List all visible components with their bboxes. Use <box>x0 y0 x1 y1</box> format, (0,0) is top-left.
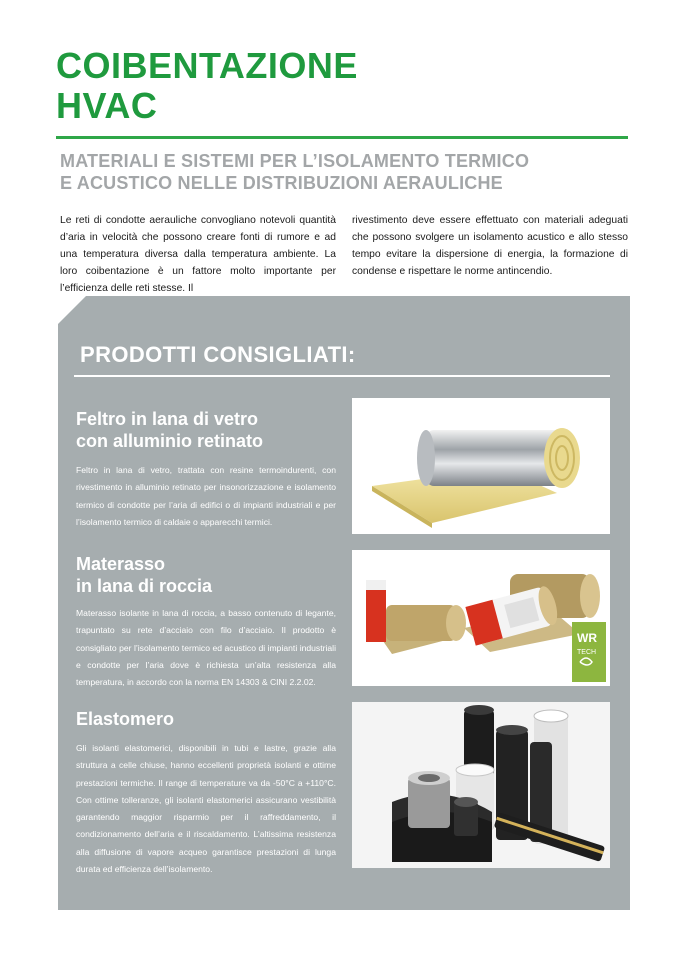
product-2-title-line2: in lana di roccia <box>76 576 213 596</box>
rock-wool-rolls-illustration <box>352 550 610 686</box>
page-subtitle-line1: MATERIALI E SISTEMI PER L’ISOLAMENTO TERMICO <box>60 151 530 171</box>
product-2-description: Materasso isolante in lana di roccia, a basso contenuto di legante, trapuntato su rete d’acciaio con filo d’acciaio. Il prodotto è consigliato per l’isolamento termico ed acustico di impianti industriali e condotte per l’aria dove è richiesta un’alta resistenza alla temperatura, in accordo con la norma EN 14303 & CINI 2.2.02. <box>76 608 336 688</box>
glass-wool-roll-illustration <box>352 398 610 534</box>
intro-column-1: Le reti di condotte aerauliche convogliano notevoli quantità d’aria in velocità che possono creare fonti di rumore e ad una temperatura diversa dalla temperatura ambiente. La loro coibentazione è un fattore molto importante per l’efficienza delle reti stesse. Il <box>60 215 336 294</box>
badge-top-text: WR <box>577 631 597 645</box>
page-subtitle-line2: E ACUSTICO NELLE DISTRIBUZIONI AERAULICHE <box>60 173 503 193</box>
title-divider <box>56 136 628 139</box>
elastomer-tubes-illustration <box>352 702 610 868</box>
product-1-title-line1: Feltro in lana di vetro <box>76 409 259 429</box>
product-1-description: Feltro in lana di vetro, trattata con resine termoindurenti, con rivestimento in alluminio retinato per insonorizzazione e isolamento termico di condotte per l’aria di edifici o di impianti industriali e per l’isolamento termico di caldaie o apparecchi termici. <box>76 465 336 527</box>
product-3-description: Gli isolanti elastomerici, disponibili in tubi e lastre, grazie alla struttura a celle chiuse, hanno eccellenti proprietà isolanti e ottime prestazioni termiche. Il range di temperature va da -50°C a +110°C. Con ottime tolleranze, gli isolanti elastomerici assicurano vestibilità garantendo maggior risparmio per il raffreddamento, il condizionamento dell’aria e il riscaldamento. L’altissima resistenza alla diffusione di vapore acqueo garantisce prestazioni di lunga durata ed efficienza dell’isolamento. <box>76 743 336 875</box>
product-2-title-line1: Materasso <box>76 554 166 574</box>
product-3-title <box>76 708 174 730</box>
product-1-title <box>76 408 263 452</box>
products-heading: PRODOTTI CONSIGLIATI: <box>80 342 356 367</box>
product-1-image <box>352 398 610 534</box>
product-1-title-line2: con alluminio retinato <box>76 431 264 451</box>
product-3-title-line1: Elastomero <box>76 709 175 729</box>
page-title-line2: HVAC <box>56 85 158 126</box>
page-title <box>56 46 358 126</box>
page-title-line1: COIBENTAZIONE <box>56 45 358 86</box>
product-3-image <box>352 702 610 868</box>
page-subtitle <box>60 150 630 194</box>
product-2-image <box>352 550 610 686</box>
intro-column-2: rivestimento deve essere effettuato con materiali adeguati che possono svolgere un isolamento acustico e allo stesso tempo evitare la dispersione di energia, la formazione di condense e rispettare le norme antincendio. <box>352 215 628 277</box>
product-2-title <box>76 553 212 597</box>
products-divider <box>74 375 610 377</box>
badge-bottom-text: TECH <box>577 649 597 656</box>
